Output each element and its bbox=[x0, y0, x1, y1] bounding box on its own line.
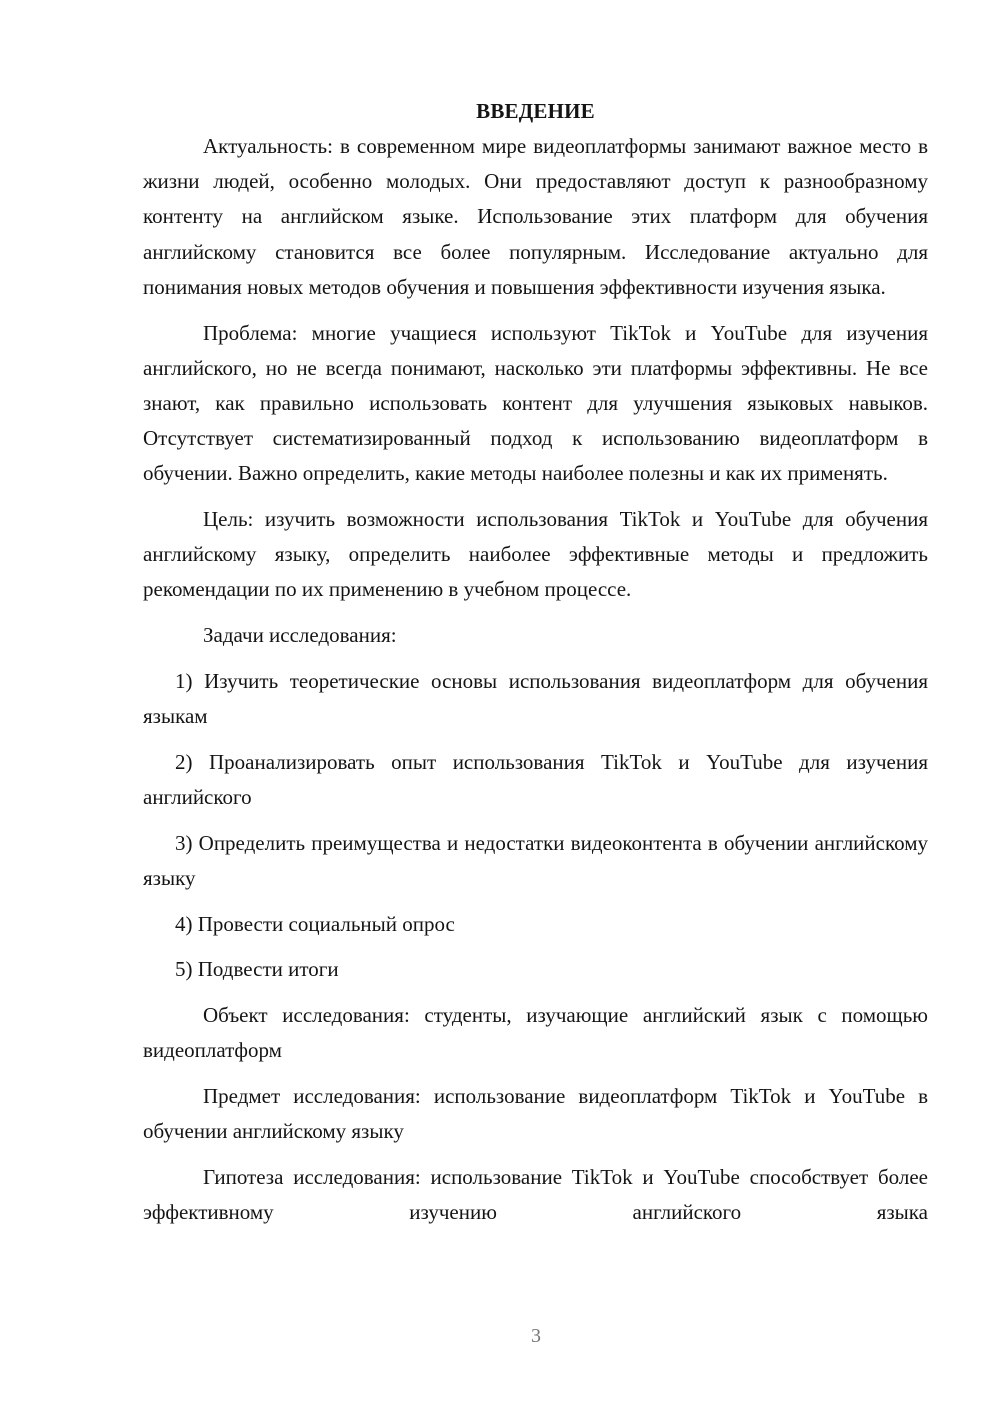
task-item-5: 5) Подвести итоги bbox=[175, 957, 339, 982]
object-paragraph: Объект исследования: студенты, изучающие английский язык с помощью видеоплатформ bbox=[143, 1002, 928, 1063]
problem-paragraph: Проблема: многие учащиеся используют TikTok и YouTube для изучения английского, но не всегда понимают, насколько эти платформы эффективны. Не все знают, как правильно использовать контент для улучшения языковых навыков. Отсутствует систематизированный подход к использованию видеоплатформ в обучении. Важно определить, какие методы наиболее полезны и как их применять. bbox=[143, 320, 928, 486]
goal-paragraph: Цель: изучить возможности использования TikTok и YouTube для обучения английскому языку, определить наиболее эффективные методы и предложить рекомендации по их применению в учебном процессе. bbox=[143, 507, 928, 602]
page-number: 3 bbox=[531, 1325, 541, 1347]
task-item-4: 4) Провести социальный опрос bbox=[175, 911, 455, 936]
task-item-1: 1) Изучить теоретические основы использования видеоплатформ для обучения языкам bbox=[143, 668, 928, 729]
relevance-paragraph: Актуальность: в современном мире видеоплатформы занимают важное место в жизни людей, особенно молодых. Они предоставляют доступ к разнообразному контенту на английском языке. Использование этих платформ для обучения английскому становится все более популярным. Исследование актуально для понимания новых методов обучения и повышения эффективности изучения языка. bbox=[143, 134, 928, 299]
page-content bbox=[143, 94, 928, 1241]
task-item-2: 2) Проанализировать опыт использования TikTok и YouTube для изучения английского bbox=[143, 749, 928, 809]
tasks-title: Задачи исследования: bbox=[203, 623, 397, 648]
subject-paragraph: Предмет исследования: использование видеоплатформ TikTok и YouTube в обучении английскому языку bbox=[143, 1083, 928, 1144]
hypothesis-paragraph: Гипотеза исследования: использование TikTok и YouTube способствует более эффективному изучению английского языка bbox=[143, 1164, 928, 1224]
section-heading: ВВЕДЕНИЕ bbox=[476, 99, 595, 123]
task-item-3: 3) Определить преимущества и недостатки видеоконтента в обучении английскому языку bbox=[143, 830, 928, 890]
